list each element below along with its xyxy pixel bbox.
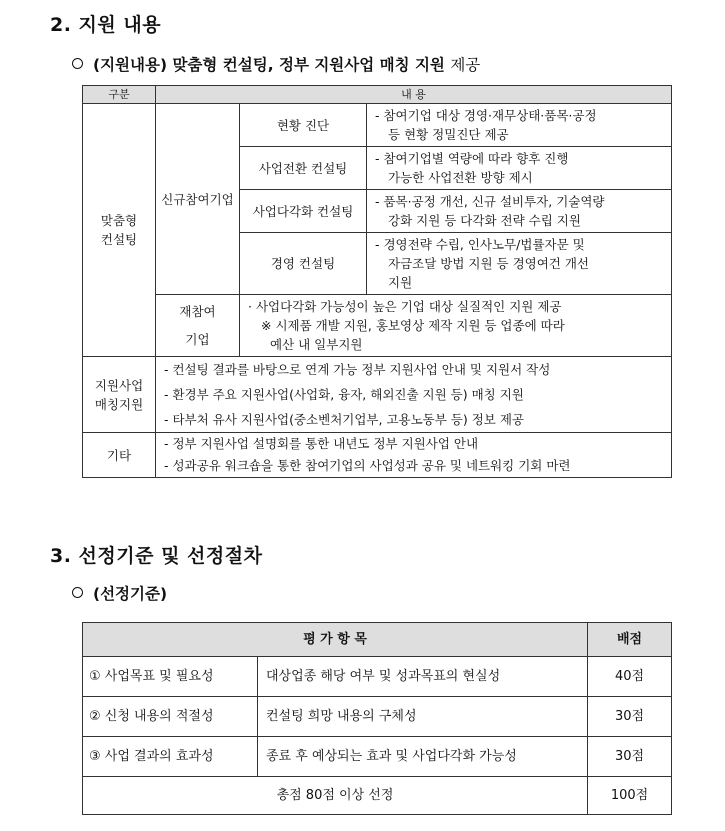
section2-heading: 2. 지원 내용	[50, 14, 162, 36]
section2-subtitle-plain: 제공	[450, 56, 481, 74]
matching-detail: - 컨설팅 결과를 바탕으로 연계 가능 정부 지원사업 안내 및 지원서 작성 - 환경부 주요 지원사업(사업화, 융자, 해외진출 지원 등) 매칭 지원 - 타부처 유사 지원사업(중소벤처기업부, 고용노동부 등) 정보 제공	[156, 357, 672, 433]
item-detail: - 경영전략 수립, 인사노무/법률자문 및 자금조달 방법 지원 등 경영여건 개선 지원	[367, 233, 672, 295]
header-eval-items: 평 가 항 목	[83, 623, 588, 657]
new-company-label: 신규참여기업	[156, 104, 240, 295]
table-row	[83, 357, 672, 433]
item-detail: - 참여기업 대상 경영·재무상태·품목·공정 등 현황 정밀진단 제공	[367, 104, 672, 147]
etc-detail: - 정부 지원사업 설명회를 통한 내년도 정부 지원사업 안내 - 성과공유 워크숍을 통한 참여기업의 사업성과 공유 및 네트워킹 기회 마련	[156, 433, 672, 478]
description-cell: 컨설팅 희망 내용의 구체성	[258, 697, 588, 737]
item-detail: - 참여기업별 역량에 따라 향후 진행 가능한 사업전환 방향 제시	[367, 147, 672, 190]
item-name: 현황 진단	[240, 104, 367, 147]
re-participant-detail: · 사업다각화 가능성이 높은 기업 대상 실질적인 지원 제공 ※ 시제품 개발 지원, 홍보영상 제작 지원 등 업종에 따라 예산 내 일부지원	[240, 295, 672, 357]
circle-bullet-icon	[72, 58, 83, 69]
criterion-cell: ② 신청 내용의 적절성	[83, 697, 258, 737]
selection-criteria-table	[82, 622, 672, 815]
description-cell: 종료 후 예상되는 효과 및 사업다각화 가능성	[258, 737, 588, 777]
criterion-cell: ③ 사업 결과의 효과성	[83, 737, 258, 777]
points-cell: 30점	[588, 737, 672, 777]
points-cell: 30점	[588, 697, 672, 737]
header-points: 배점	[588, 623, 672, 657]
table-row	[83, 697, 672, 737]
table-row	[83, 295, 672, 357]
circle-bullet-icon	[72, 587, 83, 598]
section2-subtitle	[72, 53, 480, 75]
table-row	[83, 657, 672, 697]
item-detail: - 품목·공정 개선, 신규 설비투자, 기술역량 강화 지원 등 다각화 전략 수립 지원	[367, 190, 672, 233]
description-cell: 대상업종 해당 여부 및 성과목표의 현실성	[258, 657, 588, 697]
support-content-table	[82, 85, 672, 478]
consulting-label: 맞춤형 컨설팅	[83, 104, 156, 357]
total-points: 100점	[588, 777, 672, 815]
criterion-cell: ① 사업목표 및 필요성	[83, 657, 258, 697]
section3-subtitle: (선정기준)	[72, 582, 167, 604]
table-row	[83, 737, 672, 777]
table-row	[83, 104, 672, 147]
item-name: 경영 컨설팅	[240, 233, 367, 295]
section3-heading: 3. 선정기준 및 선정절차	[50, 545, 263, 567]
matching-label: 지원사업 매칭지원	[83, 357, 156, 433]
section2-subtitle-bold: (지원내용) 맞춤형 컨설팅, 정부 지원사업 매칭 지원	[93, 56, 445, 74]
header-category: 구분	[83, 86, 156, 104]
header-content: 내 용	[156, 86, 672, 104]
table-header-row	[83, 623, 672, 657]
item-name: 사업다각화 컨설팅	[240, 190, 367, 233]
etc-label: 기타	[83, 433, 156, 478]
table-row	[83, 433, 672, 478]
total-label: 총점 80점 이상 선정	[83, 777, 588, 815]
item-name: 사업전환 컨설팅	[240, 147, 367, 190]
points-cell: 40점	[588, 657, 672, 697]
table-total-row	[83, 777, 672, 815]
table-header-row	[83, 86, 672, 104]
re-participant-label: 재참여 기업	[156, 295, 240, 357]
